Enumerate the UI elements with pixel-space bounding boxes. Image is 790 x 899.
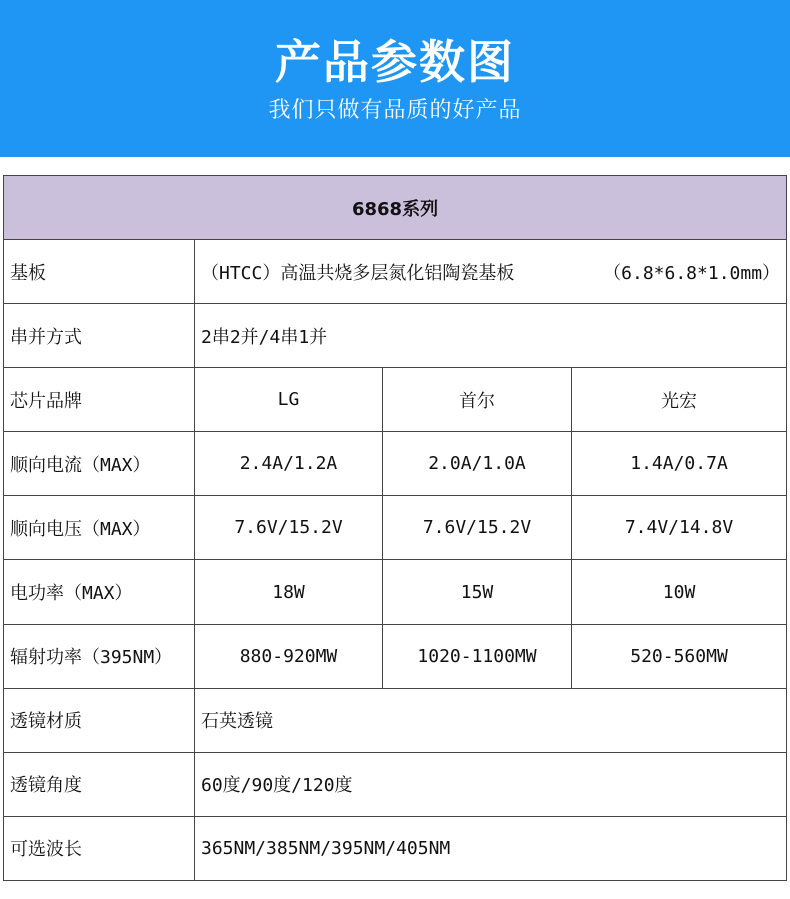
- cell-electric-power-seoul: 15W: [383, 560, 572, 624]
- row-label-substrate: 基板: [4, 240, 195, 304]
- cell-chip-brand-seoul: 首尔: [383, 368, 572, 432]
- cell-electric-power-lg: 18W: [195, 560, 383, 624]
- cell-radiant-power-guanghong: 520-560MW: [572, 624, 787, 688]
- table-row: [4, 688, 787, 752]
- cell-forward-current-lg: 2.4A/1.2A: [195, 432, 383, 496]
- table-row: [4, 560, 787, 624]
- table-row: [4, 240, 787, 304]
- row-label-lens-material: 透镜材质: [4, 688, 195, 752]
- row-value-connection: 2串2并/4串1并: [195, 304, 787, 368]
- row-value-substrate: [195, 240, 787, 304]
- table-row: [4, 432, 787, 496]
- row-value-wavelength: 365NM/385NM/395NM/405NM: [195, 816, 787, 880]
- spec-table: [3, 175, 787, 881]
- table-header-row: [4, 176, 787, 240]
- cell-forward-voltage-lg: 7.6V/15.2V: [195, 496, 383, 560]
- row-label-electric-power: 电功率（MAX）: [4, 560, 195, 624]
- row-label-wavelength: 可选波长: [4, 816, 195, 880]
- table-row: [4, 816, 787, 880]
- substrate-size: （6.8*6.8*1.0mm）: [603, 262, 781, 284]
- cell-chip-brand-guanghong: 光宏: [572, 368, 787, 432]
- cell-electric-power-guanghong: 10W: [572, 560, 787, 624]
- cell-chip-brand-lg: LG: [195, 368, 383, 432]
- table-row: [4, 624, 787, 688]
- page-title: 产品参数图: [275, 35, 515, 89]
- cell-forward-voltage-guanghong: 7.4V/14.8V: [572, 496, 787, 560]
- row-label-forward-voltage: 顺向电压（MAX）: [4, 496, 195, 560]
- row-label-chip-brand: 芯片品牌: [4, 368, 195, 432]
- series-title: 6868系列: [4, 176, 787, 240]
- cell-radiant-power-seoul: 1020-1100MW: [383, 624, 572, 688]
- cell-forward-current-seoul: 2.0A/1.0A: [383, 432, 572, 496]
- row-label-lens-angle: 透镜角度: [4, 752, 195, 816]
- cell-forward-voltage-seoul: 7.6V/15.2V: [383, 496, 572, 560]
- row-label-radiant-power: 辐射功率（395NM）: [4, 624, 195, 688]
- table-row: [4, 368, 787, 432]
- header-banner: [0, 0, 790, 157]
- table-row: [4, 304, 787, 368]
- table-row: [4, 496, 787, 560]
- row-label-connection: 串并方式: [4, 304, 195, 368]
- page-subtitle: 我们只做有品质的好产品: [268, 98, 522, 123]
- row-value-lens-material: 石英透镜: [195, 688, 787, 752]
- row-value-lens-angle: 60度/90度/120度: [195, 752, 787, 816]
- cell-forward-current-guanghong: 1.4A/0.7A: [572, 432, 787, 496]
- row-label-forward-current: 顺向电流（MAX）: [4, 432, 195, 496]
- substrate-description: （HTCC）高温共烧多层氮化铝陶瓷基板: [201, 262, 515, 284]
- table-row: [4, 752, 787, 816]
- cell-radiant-power-lg: 880-920MW: [195, 624, 383, 688]
